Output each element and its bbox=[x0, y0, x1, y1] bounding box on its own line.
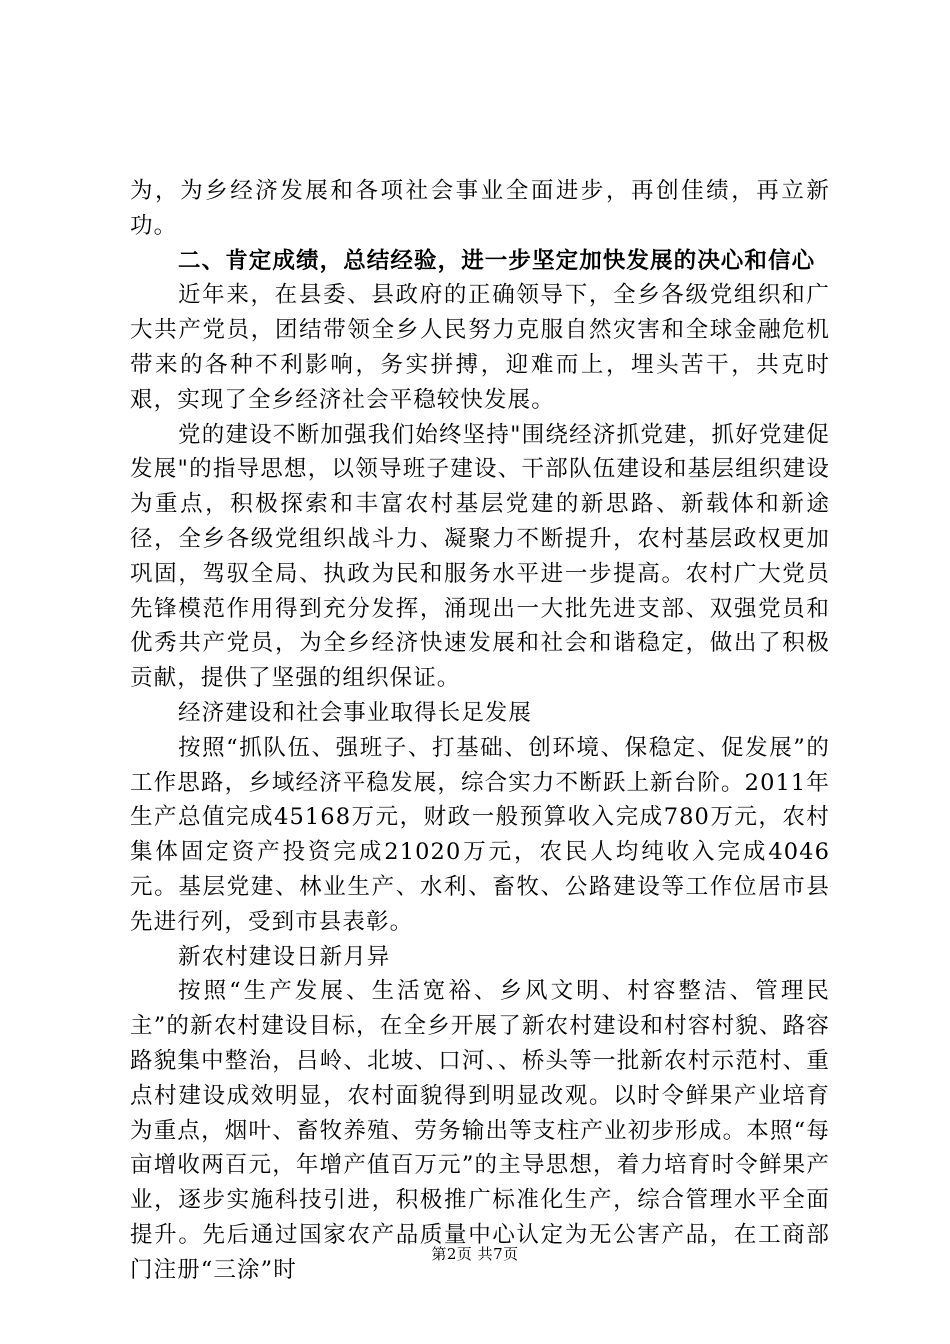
subheading-new-countryside: 新农村建设日新月异 bbox=[178, 943, 391, 970]
paragraph-economy: 按照“抓队伍、强班子、打基础、创环境、保稳定、促发展”的工作思路，乡域经济平稳发展，综合实力不断跃上新台阶。2011年生产总值完成45168万元，财政一般预算收入完成780万元，农村集体固定资产投资完成21020万元，农民人均纯收入完成4046元。基层党建、林业生产、水利、畜牧、公路建设等工作位居市县先进行列，受到市县表彰。 bbox=[130, 734, 830, 935]
subheading-economy: 经济建设和社会事业取得长足发展 bbox=[178, 699, 533, 726]
paragraph-party-building: 党的建设不断加强我们始终坚持"围绕经济抓党建，抓好党建促发展"的指导思想，以领导班子建设、干部队伍建设和基层组织建设为重点，积极探索和丰富农村基层党建的新思路、新载体和新途径，全乡各级党组织战斗力、凝聚力不断提升，农村基层政权更加巩固，驾驭全局、执政为民和服务水平进一步提高。农村广大党员先锋模范作用得到充分发挥，涌现出一大批先进支部、双强党员和优秀共产党员，为全乡经济快速发展和社会和谐稳定，做出了积极贡献，提供了坚强的组织保证。 bbox=[130, 421, 830, 692]
paragraph-intro: 近年来，在县委、县政府的正确领导下，全乡各级党组织和广大共产党员，团结带领全乡人民努力克服自然灾害和全球金融危机带来的各种不利影响，务实拼搏，迎难而上，埋头苦干，共克时艰，实现了全乡经济社会平稳较快发展。 bbox=[130, 282, 830, 413]
page-footer: 第2页 共7页 bbox=[431, 1245, 519, 1263]
document-body bbox=[130, 174, 830, 1288]
paragraph-new-countryside: 按照“生产发展、生活宽裕、乡风文明、村容整洁、管理民主”的新农村建设目标，在全乡开展了新农村建设和村容村貌、路容路貌集中整治，吕岭、北坡、口河、、桥头等一批新农村示范村、重点村建设成效明显，农村面貌得到明显改观。以时令鲜果产业培育为重点，烟叶、畜牧养殖、劳务输出等支柱产业初步形成。本照“每亩增收两百元，年增产值百万元”的主导思想，着力培育时令鲜果产业，逐步实施科技引进，积极推广标准化生产，综合管理水平全面提升。先后通过国家农产品质量中心认定为无公害产品，在工商部门注册“三涂”时 bbox=[130, 978, 830, 1283]
section-heading: 二、肯定成绩，总结经验，进一步坚定加快发展的决心和信心 bbox=[178, 247, 816, 274]
paragraph-continuation: 为，为乡经济发展和各项社会事业全面进步，再创佳绩，再立新功。 bbox=[130, 178, 830, 239]
